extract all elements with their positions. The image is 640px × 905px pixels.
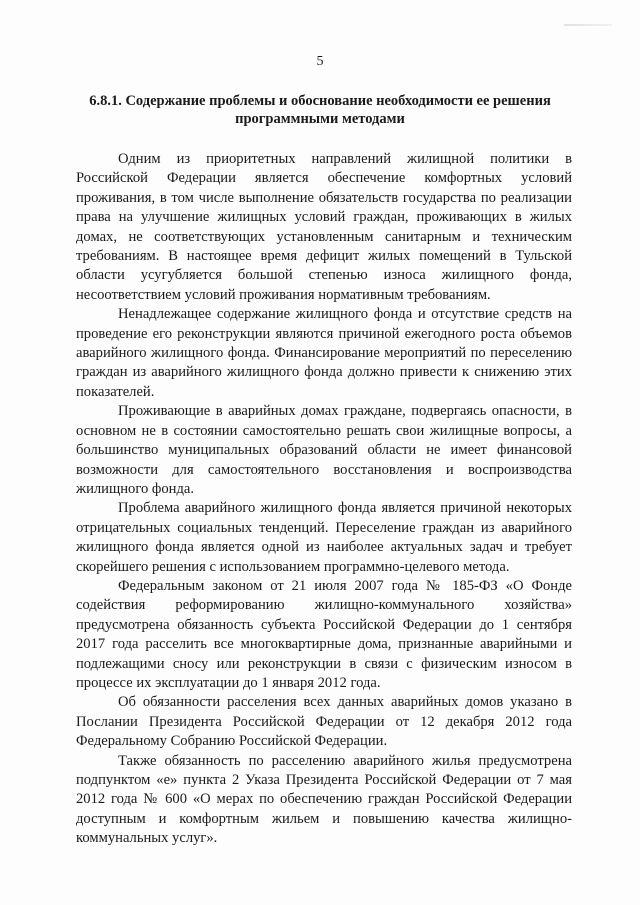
paragraph: Ненадлежащее содержание жилищного фонда и отсутствие средств на проведение его реконструкции являются причиной ежегодного роста объемов аварийного жилищного фонда. Финансирование мероприятий по переселению граждан из аварийного жилищного фонда должно привести к снижению этих показателей. (76, 306, 572, 400)
paragraph: Проблема аварийного жилищного фонда является причиной некоторых отрицательных социальных тенденций. Переселение граждан из аварийного жилищного фонда является одной из наиболее актуальных задач и требует скорейшего решения с использованием программно-целевого метода. (76, 500, 572, 575)
section-heading: 6.8.1. Содержание проблемы и обоснование необходимости ее решения программными методами (89, 93, 551, 127)
scan-artifact (564, 24, 612, 26)
paragraph: Федеральным законом от 21 июля 2007 года № 185-ФЗ «О Фонде содействия реформированию жилищно-коммунального хозяйства» предусмотрена обязанность субъекта Российской Федерации до 1 сентября 2017 года расселить все многоквартирные дома, признанные аварийными и подлежащими сносу или реконструкции в связи с физическим износом в процессе их эксплуатации до 1 января 2012 года. (76, 577, 572, 691)
page-number: 5 (316, 54, 324, 69)
paragraph: Также обязанность по расселению аварийного жилья предусмотрена подпунктом «е» пункта 2 Указа Президента Российской Федерации от 7 мая 2012 года № 600 «О мерах по обеспечению граждан Российской Федерации доступным и комфортным жильем и повышению качества жилищно-коммунальных услуг». (76, 752, 572, 847)
paragraph: Одним из приоритетных направлений жилищной политики в Российской Федерации является обеспечение комфортных условий проживания, в том числе выполнение обязательств государства по реализации права на улучшение жилищных условий граждан, проживающих в жилых домах, не соответствующих установленным санитарным и техническим требованиям. В настоящее время дефицит жилых помещений в Тульской области усугубляется большой степенью износа жилищного фонда, несоответствием условий проживания нормативным требованиям. (76, 151, 572, 303)
paragraph: Об обязанности расселения всех данных аварийных домов указано в Послании Президента Российской Федерации от 12 декабря 2012 года Федеральному Собранию Российской Федерации. (76, 694, 572, 750)
paragraph: Проживающие в аварийных домах граждане, подвергаясь опасности, в основном не в состоянии самостоятельно решать свои жилищные вопросы, а большинство муниципальных образований области не имеет финансовой возможности для самостоятельного восстановления и воспроизводства жилищного фонда. (76, 403, 572, 497)
body-text (76, 150, 572, 849)
